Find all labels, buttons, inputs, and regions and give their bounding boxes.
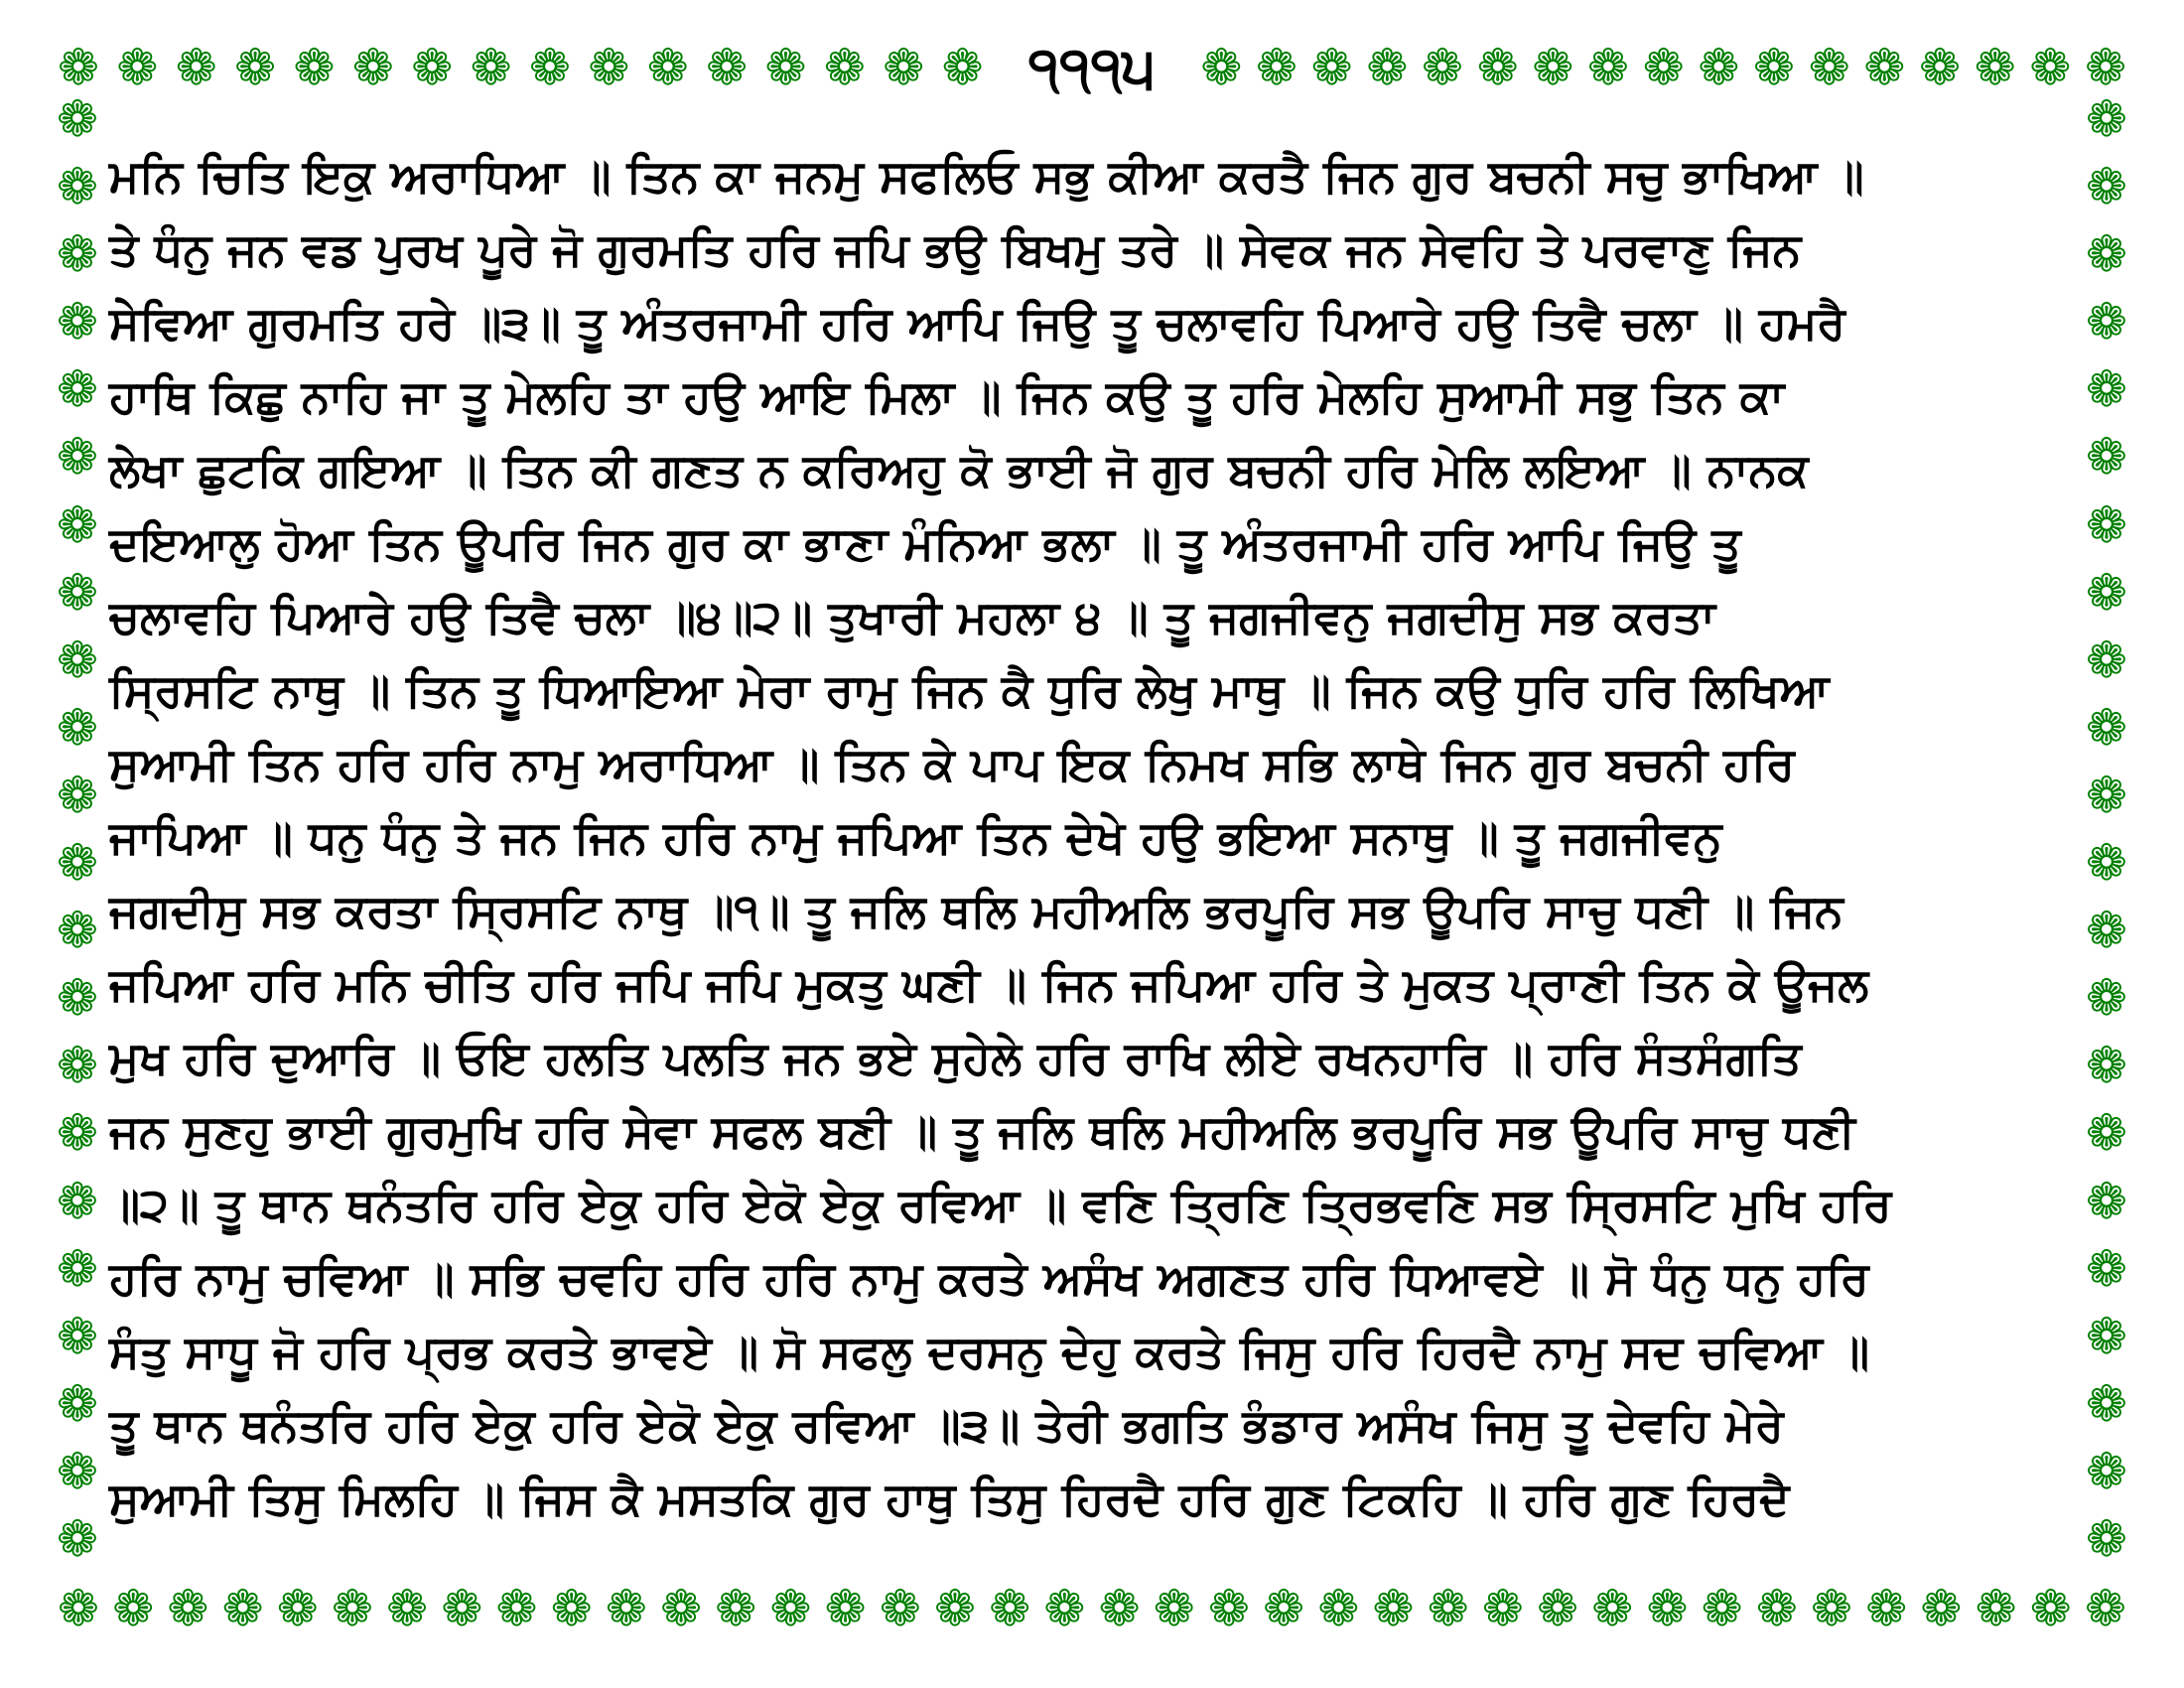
border-top-right-flowers [1200, 39, 2126, 96]
flower-icon: ❁ [57, 631, 98, 689]
flower-icon: ❁ [58, 1580, 99, 1637]
flower-icon: ❁ [823, 39, 866, 96]
text-line: ਸ੍ਰਿਸਟਿ ਨਾਥੁ ॥ ਤਿਨ ਤੂ ਧਿਆਇਆ ਮੇਰਾ ਰਾਮੁ ਜਿਨ ਕੈ ਧੁਰਿ ਲੇਖੁ ਮਾਥੁ ॥ ਜਿਨ ਕਉ ਧੁਰਿ ਹਰਿ ਲਿਖਿਆ [109, 663, 1830, 717]
flower-icon: ❁ [1200, 39, 1243, 96]
flower-icon: ❁ [112, 1580, 155, 1637]
border-left [50, 90, 105, 1568]
flower-icon: ❁ [1808, 39, 1850, 96]
flower-icon: ❁ [646, 39, 689, 96]
flower-icon: ❁ [276, 1580, 319, 1637]
flower-icon: ❁ [57, 158, 98, 216]
text-line: ਹਰਿ ਨਾਮੁ ਚਵਿਆ ॥ ਸਭਿ ਚਵਹਿ ਹਰਿ ਹਰਿ ਨਾਮੁ ਕਰਤੇ ਅਸੰਖ ਅਗਣਤ ਹਰਿ ਧਿਆਵਏ ॥ ਸੋ ਧੰਨੁ ਧਨੁ ਹਰਿ [109, 1251, 1869, 1305]
flower-icon: ❁ [2086, 158, 2127, 216]
flower-icon: ❁ [1753, 39, 1795, 96]
text-line: ਸੁਆਮੀ ਤਿਨ ਹਰਿ ਹਰਿ ਨਾਮੁ ਅਰਾਧਿਆ ॥ ਤਿਨ ਕੇ ਪਾਪ ਇਕ ਨਿਮਖ ਸਭਿ ਲਾਥੇ ਜਿਨ ਗੁਰ ਬਚਨੀ ਹਰਿ [109, 737, 1795, 790]
flower-icon: ❁ [660, 1580, 702, 1637]
text-line: ਸੇਵਿਆ ਗੁਰਮਤਿ ਹਰੇ ॥੩॥ ਤੂ ਅੰਤਰਜਾਮੀ ਹਰਿ ਆਪਿ ਜਿਉ ਤੂ ਚਲਾਵਹਿ ਪਿਆਰੇ ਹਉ ਤਿਵੈ ਚਲਾ ॥ ਹਮਰੈ [109, 296, 1845, 350]
flower-icon: ❁ [57, 1037, 98, 1095]
text-line: ਤੇ ਧੰਨੁ ਜਨ ਵਡ ਪੁਰਖ ਪੂਰੇ ਜੋ ਗੁਰਮਤਿ ਹਰਿ ਜਪਿ ਭਉ ਬਿਖਮੁ ਤਰੇ ॥ ਸੇਵਕ ਜਨ ਸੇਵਹਿ ਤੇ ਪਰਵਾਣੁ ਜਿਨ [109, 222, 1802, 276]
flower-icon: ❁ [2086, 1442, 2127, 1500]
flower-icon: ❁ [550, 1580, 593, 1637]
flower-icon: ❁ [1532, 39, 1574, 96]
flower-icon: ❁ [57, 1172, 98, 1230]
flower-icon: ❁ [1919, 39, 1961, 96]
flower-icon: ❁ [1372, 1580, 1415, 1637]
flower-icon: ❁ [1975, 1580, 2017, 1637]
flower-icon: ❁ [1207, 1580, 1250, 1637]
flower-icon: ❁ [57, 698, 98, 757]
flower-icon: ❁ [1698, 39, 1740, 96]
flower-icon: ❁ [2086, 1172, 2127, 1230]
flower-icon: ❁ [411, 39, 454, 96]
scripture-text [109, 139, 2045, 1535]
flower-icon: ❁ [2085, 39, 2126, 96]
flower-icon: ❁ [934, 1580, 976, 1637]
flower-icon: ❁ [495, 1580, 538, 1637]
flower-icon: ❁ [470, 39, 512, 96]
flower-icon: ❁ [2086, 698, 2127, 757]
flower-icon: ❁ [57, 902, 98, 960]
flower-icon: ❁ [529, 39, 571, 96]
flower-icon: ❁ [706, 39, 749, 96]
flower-icon: ❁ [2086, 834, 2127, 893]
flower-icon: ❁ [1587, 39, 1629, 96]
flower-icon: ❁ [57, 1104, 98, 1163]
border-top-left-flowers [58, 39, 984, 96]
border-bottom [58, 1577, 2126, 1640]
flower-icon: ❁ [57, 495, 98, 554]
flower-icon: ❁ [1701, 1580, 1743, 1637]
flower-icon: ❁ [221, 1580, 264, 1637]
flower-icon: ❁ [57, 360, 98, 419]
flower-icon: ❁ [1646, 1580, 1689, 1637]
flower-icon: ❁ [57, 766, 98, 824]
flower-icon: ❁ [2086, 225, 2127, 284]
flower-icon: ❁ [2086, 766, 2127, 824]
flower-icon: ❁ [57, 1374, 98, 1433]
flower-icon: ❁ [2086, 360, 2127, 419]
flower-icon: ❁ [1310, 39, 1353, 96]
flower-icon: ❁ [2086, 90, 2127, 148]
flower-icon: ❁ [883, 39, 925, 96]
flower-icon: ❁ [2086, 563, 2127, 622]
text-line: ਚਲਾਵਹਿ ਪਿਆਰੇ ਹਉ ਤਿਵੈ ਚਲਾ ॥੪॥੨॥ ਤੁਖਾਰੀ ਮਹਲਾ ੪ ॥ ਤੂ ਜਗਜੀਵਨੁ ਜਗਦੀਸੁ ਸਭ ਕਰਤਾ [109, 590, 1715, 643]
flower-icon: ❁ [588, 39, 630, 96]
flower-icon: ❁ [941, 39, 984, 96]
text-line: ਜਨ ਸੁਣਹੁ ਭਾਈ ਗੁਰਮੁਖਿ ਹਰਿ ਸੇਵਾ ਸਫਲ ਬਣੀ ॥ ਤੂ ਜਲਿ ਥਲਿ ਮਹੀਅਲਿ ਭਰਪੂਰਿ ਸਭ ਊਪਰਿ ਸਾਚੁ ਧਣੀ [109, 1104, 1855, 1158]
flower-icon: ❁ [2029, 39, 2072, 96]
flower-icon: ❁ [57, 1442, 98, 1500]
flower-icon: ❁ [1317, 1580, 1360, 1637]
flower-icon: ❁ [1366, 39, 1409, 96]
flower-icon: ❁ [1422, 39, 1463, 96]
flower-icon: ❁ [2086, 495, 2127, 554]
flower-icon: ❁ [57, 563, 98, 622]
flower-icon: ❁ [293, 39, 336, 96]
flower-icon: ❁ [1642, 39, 1685, 96]
text-line: ॥੨॥ ਤੂ ਥਾਨ ਥਨੰਤਰਿ ਹਰਿ ਏਕੁ ਹਰਿ ਏਕੋ ਏਕੁ ਰਵਿਆ ॥ ਵਣਿ ਤ੍ਰਿਣਿ ਤ੍ਰਿਭਵਣਿ ਸਭ ਸ੍ਰਿਸਟਿ ਮੁਖਿ ਹਰਿ [109, 1178, 1892, 1231]
flower-icon: ❁ [2086, 1037, 2127, 1095]
flower-icon: ❁ [1537, 1580, 1578, 1637]
flower-icon: ❁ [57, 1307, 98, 1365]
flower-icon: ❁ [2086, 293, 2127, 352]
flower-icon: ❁ [764, 39, 807, 96]
flower-icon: ❁ [57, 428, 98, 487]
flower-icon: ❁ [441, 1580, 483, 1637]
flower-icon: ❁ [386, 1580, 429, 1637]
text-line: ਸੁਆਮੀ ਤਿਸੁ ਮਿਲਹਿ ॥ ਜਿਸ ਕੈ ਮਸਤਕਿ ਗੁਰ ਹਾਥੁ ਤਿਸੁ ਹਿਰਦੈ ਹਰਿ ਗੁਣ ਟਿਕਹਿ ॥ ਹਰਿ ਗੁਣ ਹਿਰਦੈ [109, 1472, 1790, 1525]
flower-icon: ❁ [1591, 1580, 1634, 1637]
flower-icon: ❁ [1153, 1580, 1195, 1637]
border-right [2079, 90, 2134, 1568]
flower-icon: ❁ [1481, 1580, 1524, 1637]
flower-icon: ❁ [2086, 631, 2127, 689]
text-line: ਲੇਖਾ ਛੁਟਕਿ ਗਇਆ ॥ ਤਿਨ ਕੀ ਗਣਤ ਨ ਕਰਿਅਹੁ ਕੋ ਭਾਈ ਜੋ ਗੁਰ ਬਚਨੀ ਹਰਿ ਮੇਲਿ ਲਇਆ ॥ ਨਾਨਕ [109, 443, 1809, 496]
flower-icon: ❁ [2086, 902, 2127, 960]
flower-icon: ❁ [2086, 1307, 2127, 1365]
flower-icon: ❁ [57, 1509, 98, 1568]
flower-icon: ❁ [879, 1580, 921, 1637]
flower-icon: ❁ [1098, 1580, 1141, 1637]
text-line: ਹਾਥਿ ਕਿਛੁ ਨਾਹਿ ਜਾ ਤੂ ਮੇਲਹਿ ਤਾ ਹਉ ਆਇ ਮਿਲਾ ॥ ਜਿਨ ਕਉ ਤੂ ਹਰਿ ਮੇਲਹਿ ਸੁਆਮੀ ਸਭੁ ਤਿਨ ਕਾ [109, 369, 1785, 423]
text-line: ਜਪਿਆ ਹਰਿ ਮਨਿ ਚੀਤਿ ਹਰਿ ਜਪਿ ਜਪਿ ਮੁਕਤੁ ਘਣੀ ॥ ਜਿਨ ਜਪਿਆ ਹਰਿ ਤੇ ਮੁਕਤ ਪ੍ਰਾਣੀ ਤਿਨ ਕੇ ਊਜਲ [109, 957, 1869, 1011]
flower-icon: ❁ [1256, 39, 1297, 96]
flower-icon: ❁ [57, 834, 98, 893]
flower-icon: ❁ [2086, 969, 2127, 1028]
flower-icon: ❁ [1755, 1580, 1798, 1637]
flower-icon: ❁ [57, 225, 98, 284]
flower-icon: ❁ [2084, 1580, 2126, 1637]
flower-icon: ❁ [58, 39, 99, 96]
flower-icon: ❁ [116, 39, 159, 96]
flower-icon: ❁ [2086, 428, 2127, 487]
text-line: ਸੰਤੁ ਸਾਧੂ ਜੋ ਹਰਿ ਪ੍ਰਭ ਕਰਤੇ ਭਾਵਏ ॥ ਸੋ ਸਫਲੁ ਦਰਸਨੁ ਦੇਹੁ ਕਰਤੇ ਜਿਸੁ ਹਰਿ ਹਿਰਦੈ ਨਾਮੁ ਸਦ ਚਵਿਆ ॥ [109, 1325, 1870, 1378]
text-line: ਮਨਿ ਚਿਤਿ ਇਕੁ ਅਰਾਧਿਆ ॥ ਤਿਨ ਕਾ ਜਨਮੁ ਸਫਲਿਓ ਸਭੁ ਕੀਆ ਕਰਤੈ ਜਿਨ ਗੁਰ ਬਚਨੀ ਸਚੁ ਭਾਖਿਆ ॥ [109, 149, 1864, 203]
flower-icon: ❁ [605, 1580, 647, 1637]
flower-icon: ❁ [1811, 1580, 1852, 1637]
flower-icon: ❁ [175, 39, 217, 96]
flower-icon: ❁ [1476, 39, 1519, 96]
flower-icon: ❁ [1920, 1580, 1963, 1637]
flower-icon: ❁ [1427, 1580, 1469, 1637]
flower-icon: ❁ [2086, 1239, 2127, 1298]
text-line: ਤੂ ਥਾਨ ਥਨੰਤਰਿ ਹਰਿ ਏਕੁ ਹਰਿ ਏਕੋ ਏਕੁ ਰਵਿਆ ॥੩॥ ਤੇਰੀ ਭਗਤਿ ਭੰਡਾਰ ਅਸੰਖ ਜਿਸੁ ਤੂ ਦੇਵਹਿ ਮੇਰੇ [109, 1398, 1784, 1452]
flower-icon: ❁ [351, 39, 394, 96]
border-top [58, 36, 2126, 99]
flower-icon: ❁ [1263, 1580, 1305, 1637]
flower-icon: ❁ [2086, 1104, 2127, 1163]
page-number: ੧੧੧੫ [1027, 34, 1157, 101]
text-line: ਜਾਪਿਆ ॥ ਧਨੁ ਧੰਨੁ ਤੇ ਜਨ ਜਿਨ ਹਰਿ ਨਾਮੁ ਜਪਿਆ ਤਿਨ ਦੇਖੇ ਹਉ ਭਇਆ ਸਨਾਥੁ ॥ ਤੂ ਜਗਜੀਵਨੁ [109, 810, 1722, 864]
flower-icon: ❁ [1043, 1580, 1086, 1637]
flower-icon: ❁ [57, 969, 98, 1028]
flower-icon: ❁ [1863, 39, 1906, 96]
text-line: ਦਇਆਲੁ ਹੋਆ ਤਿਨ ਊਪਰਿ ਜਿਨ ਗੁਰ ਕਾ ਭਾਣਾ ਮੰਨਿਆ ਭਲਾ ॥ ਤੂ ਅੰਤਰਜਾਮੀ ਹਰਿ ਆਪਿ ਜਿਉ ਤੂ [109, 516, 1741, 570]
flower-icon: ❁ [57, 293, 98, 352]
flower-icon: ❁ [769, 1580, 812, 1637]
flower-icon: ❁ [1865, 1580, 1908, 1637]
flower-icon: ❁ [167, 1580, 209, 1637]
flower-icon: ❁ [234, 39, 277, 96]
text-line: ਜਗਦੀਸੁ ਸਭ ਕਰਤਾ ਸ੍ਰਿਸਟਿ ਨਾਥੁ ॥੧॥ ਤੂ ਜਲਿ ਥਲਿ ਮਹੀਅਲਿ ਭਰਪੂਰਿ ਸਭ ਊਪਰਿ ਸਾਚੁ ਧਣੀ ॥ ਜਿਨ [109, 884, 1843, 937]
text-line: ਮੁਖ ਹਰਿ ਦੁਆਰਿ ॥ ਓਇ ਹਲਤਿ ਪਲਤਿ ਜਨ ਭਏ ਸੁਹੇਲੇ ਹਰਿ ਰਾਖਿ ਲੀਏ ਰਖਨਹਾਰਿ ॥ ਹਰਿ ਸੰਤਸੰਗਤਿ [109, 1031, 1802, 1084]
flower-icon: ❁ [989, 1580, 1031, 1637]
flower-icon: ❁ [2086, 1509, 2127, 1568]
flower-icon: ❁ [2086, 1374, 2127, 1433]
flower-icon: ❁ [2029, 1580, 2072, 1637]
flower-icon: ❁ [57, 90, 98, 148]
flower-icon: ❁ [824, 1580, 867, 1637]
flower-icon: ❁ [331, 1580, 373, 1637]
flower-icon: ❁ [57, 1239, 98, 1298]
flower-icon: ❁ [715, 1580, 757, 1637]
flower-icon: ❁ [1974, 39, 2016, 96]
